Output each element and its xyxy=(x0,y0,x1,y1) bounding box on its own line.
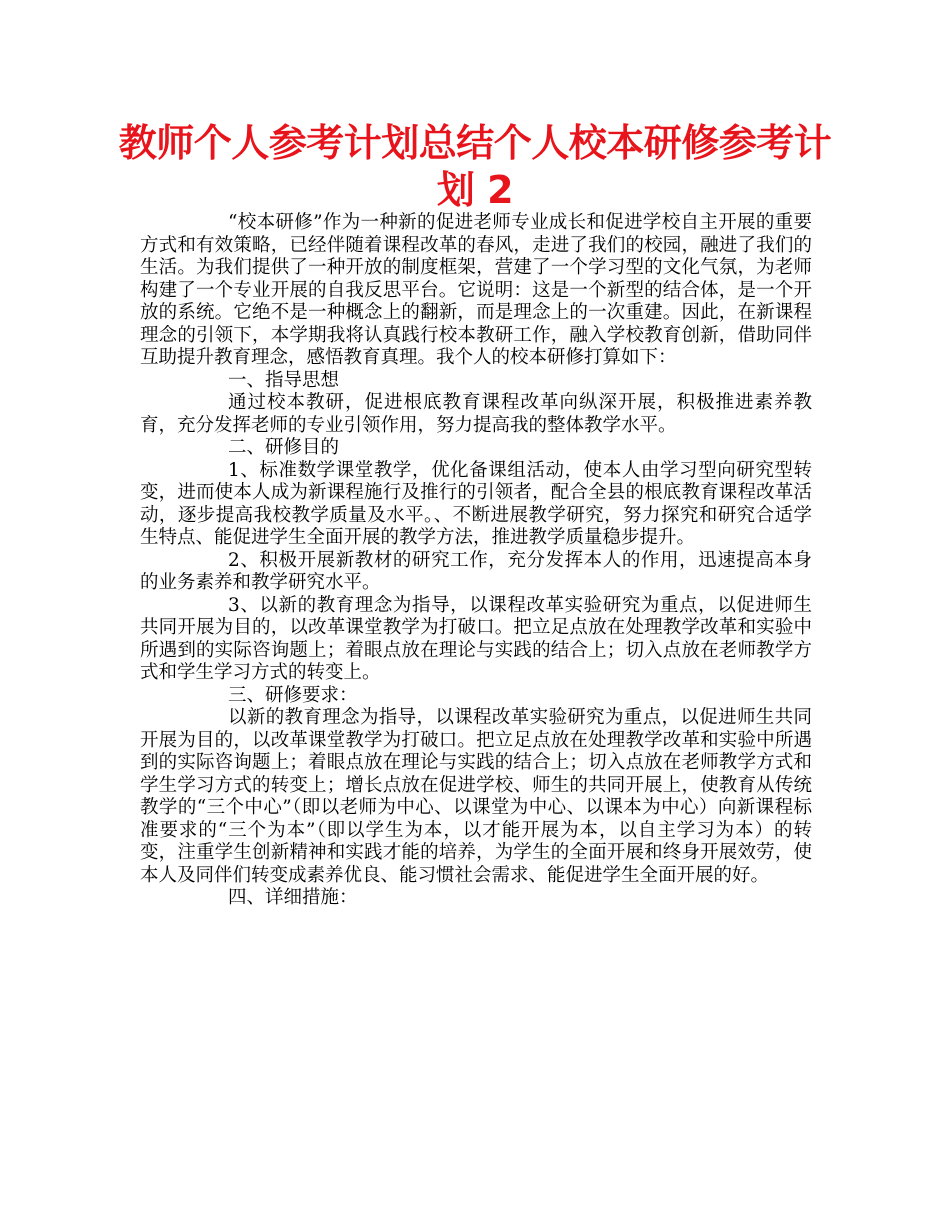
section-heading-research-purpose: 二、研修目的 xyxy=(228,437,340,458)
purpose-item-2: 2、积极开展新教材的研究工作，充分发挥本人的作用，迅速提高本身的业务素养和教学研究水平。 xyxy=(140,549,812,593)
purpose-item-1: 1、标准数学课堂教学，优化备课组活动，使本人由学习型向研究型转变，进而使本人成为新课程施行及推行的引领者，配合全县的根底教育课程改革活动，逐步提高我校教学质量及水平。、不断进展教学研究，努力探究和研究合适学生特点、能促进学生全面开展的教学方法，推进教学质量稳步提升。 xyxy=(140,459,812,548)
purpose-item-3: 3、以新的教育理念为指导，以课程改革实验研究为重点，以促进师生共同开展为目的，以改革课堂教学为打破口。把立足点放在处理教学改革和实验中所遇到的实际咨询题上；着眼点放在理论与实践的结合上；切入点放在老师教学方式和学生学习方式的转变上。 xyxy=(140,594,812,683)
section-heading-guiding-thought: 一、指导思想 xyxy=(228,369,340,391)
section-heading-specific-measures: 四、详细措施： xyxy=(228,887,358,908)
document-title: 教师个人参考计划总结个人校本研修参考计划 2 xyxy=(118,121,832,212)
section-heading-research-requirements: 三、研修要求： xyxy=(228,684,358,706)
requirements-paragraph: 以新的教育理念为指导，以课程改革实验研究为重点，以促进师生共同开展为目的，以改革课堂教学为打破口。把立足点放在处理教学改革和实验中所遇到的实际咨询题上；着眼点放在理论与实践的结合上；切入点放在老师教学方式和学生学习方式的转变上；增长点放在促进学校、师生的共同开展上，使教育从传统教学的“三个中心”（即以老师为中心、以课堂为中心、以课本为中心）向新课程标准要求的“三个为本”（即以学生为本，以才能开展为本，以自主学习为本）的转变，注重学生创新精神和实践才能的培养，为学生的全面开展和终身开展效劳，使本人及同伴们转变成素养优良、能习惯社会需求、能促进学生全面开展的好。 xyxy=(140,707,812,886)
guiding-thought-paragraph: 通过校本教研，促进根底教育课程改革向纵深开展，积极推进素养教育，充分发挥老师的专业引领作用，努力提高我的整体教学水平。 xyxy=(140,392,812,436)
intro-paragraph: “校本研修”作为一种新的促进老师专业成长和促进学校自主开展的重要方式和有效策略，已经伴随着课程改革的春风，走进了我们的校园，融进了我们的生活。为我们提供了一种开放的制度框架，营建了一个学习型的文化气氛，为老师构建了一个专业开展的自我反思平台。它说明：这是一个新型的结合体，是一个开放的系统。它绝不是一种概念上的翻新，而是理念上的一次重建。因此，在新课程理念的引领下，本学期我将认真践行校本教研工作，融入学校教育创新，借助同伴互助提升教育理念，感悟教育真理。我个人的校本研修打算如下： xyxy=(140,212,812,368)
document-body xyxy=(140,212,812,910)
